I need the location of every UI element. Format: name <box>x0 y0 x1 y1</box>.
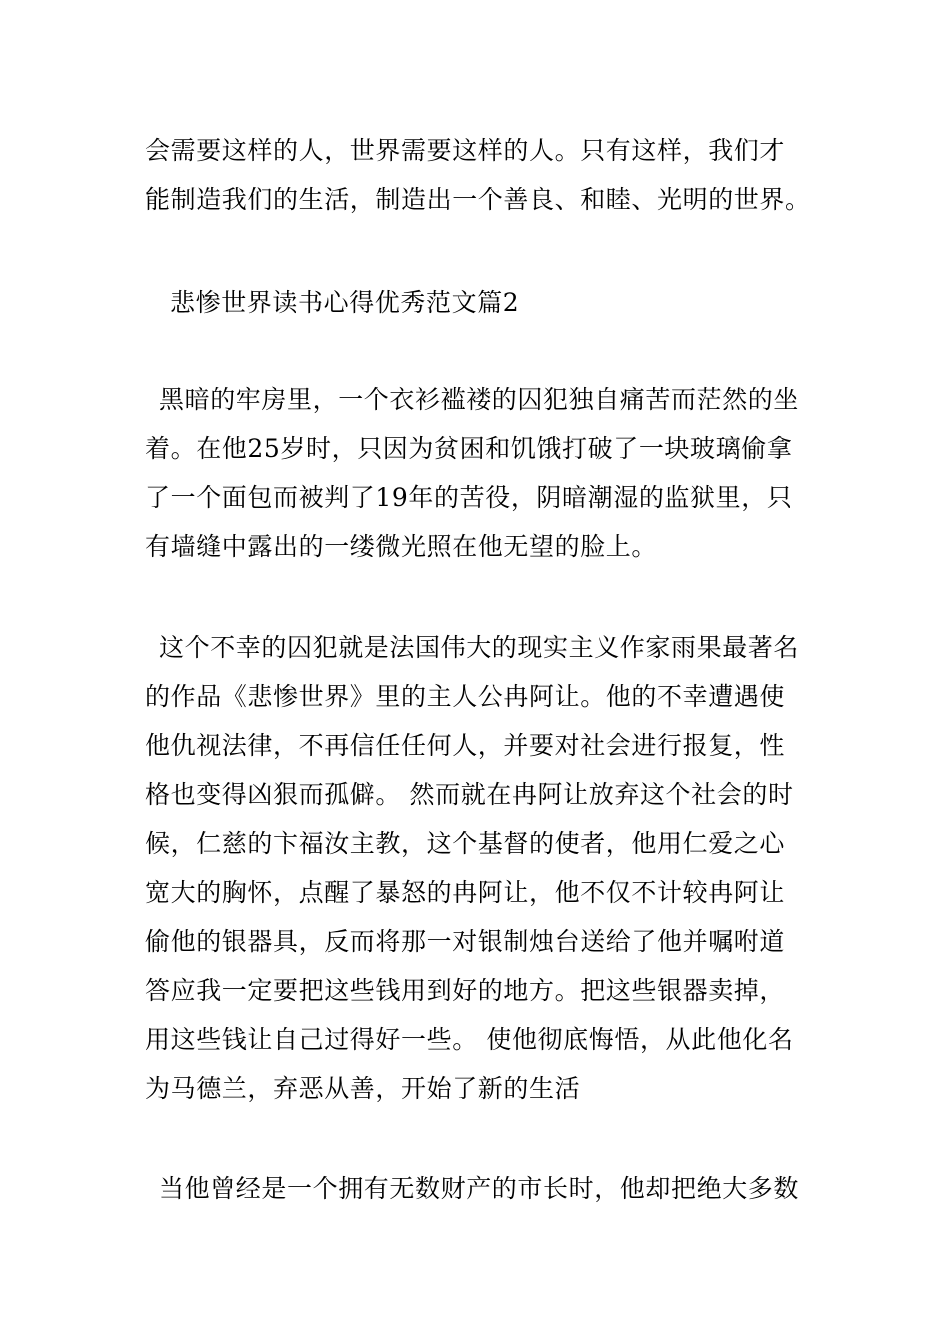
paragraph-line: 候，仁慈的卞福汝主教，这个基督的使者，他用仁爱之心 <box>145 829 786 858</box>
paragraph-line: 偷他的银器具，反而将那一对银制烛台送给了他并嘱咐道 <box>145 927 786 956</box>
paragraph-line: 格也变得凶狠而孤僻。 然而就在冉阿让放弃这个社会的时 <box>145 780 794 809</box>
paragraph-line: 答应我一定要把这些钱用到好的地方。把这些银器卖掉， <box>145 976 786 1005</box>
paragraph-line: 他仇视法律，不再信任任何人，并要对社会进行报复，性 <box>145 731 786 760</box>
paragraph-line: 当他曾经是一个拥有无数财产的市长时，他却把绝大多数 <box>159 1174 800 1203</box>
paragraph-line: 会需要这样的人，世界需要这样的人。只有这样，我们才 <box>145 136 786 165</box>
paragraph-line: 了一个面包而被判了19年的苦役，阴暗潮湿的监狱里，只 <box>145 483 793 512</box>
paragraph-line: 黑暗的牢房里，一个衣衫褴褛的囚犯独自痛苦而茫然的坐 <box>159 385 800 414</box>
paragraph-line: 这个不幸的囚犯就是法国伟大的现实主义作家雨果最著名 <box>159 633 800 662</box>
paragraph-line: 着。在他25岁时，只因为贫困和饥饿打破了一块玻璃偷拿 <box>145 434 793 463</box>
paragraph-line: 用这些钱让自己过得好一些。 使他彻底悔悟，从此他化名 <box>145 1025 794 1054</box>
paragraph-line: 的作品《悲惨世界》里的主人公冉阿让。他的不幸遭遇使 <box>145 682 786 711</box>
paragraph-line: 宽大的胸怀，点醒了暴怒的冉阿让，他不仅不计较冉阿让 <box>145 878 786 907</box>
paragraph-line: 有墙缝中露出的一缕微光照在他无望的脸上。 <box>145 532 658 561</box>
paragraph-line: 为马德兰，弃恶从善，开始了新的生活 <box>145 1074 581 1103</box>
paragraph-line: 能制造我们的生活，制造出一个善良、和睦、光明的世界。 <box>145 185 811 214</box>
section-heading: 悲惨世界读书心得优秀范文篇2 <box>170 288 520 317</box>
